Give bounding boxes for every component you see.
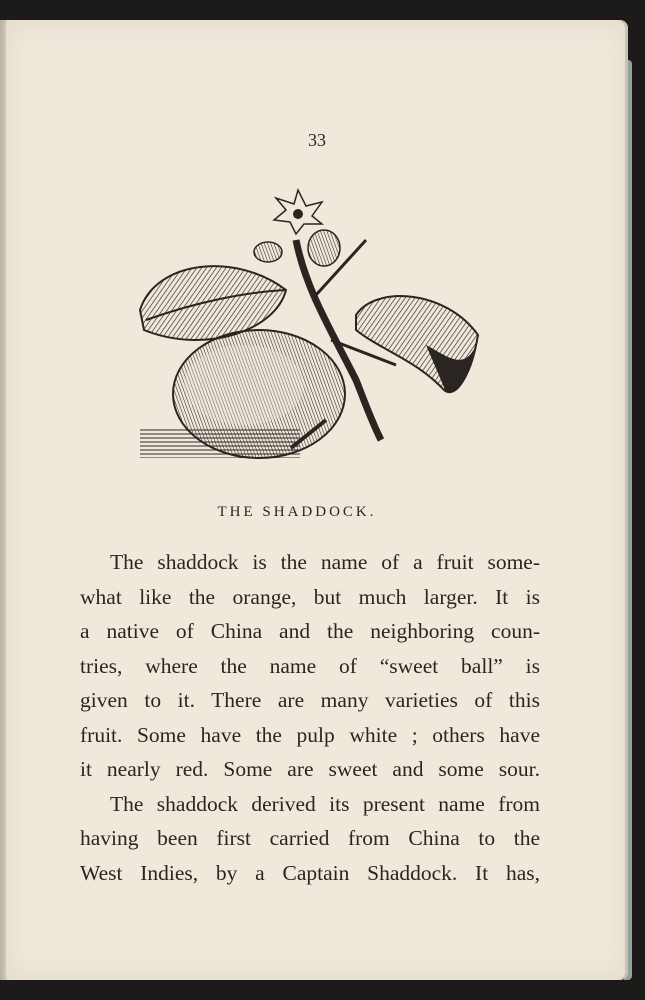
text-line: tries, where the name of “sweet ball” is [80,653,540,678]
text-line: given to it. There are many varieties of this [80,688,540,712]
text-line: fruit. Some have the pulp white ; others have [80,722,540,747]
text-line: it nearly red. Some are sweet and some sour. [80,757,540,781]
book-page [6,20,628,980]
text-line: a native of China and the neighboring coun- [80,619,540,643]
text-line: The shaddock derived its present name from [110,791,540,816]
body-text [80,545,540,890]
page-number: 33 [308,130,326,150]
illustration-caption: THE SHADDOCK. [217,504,377,520]
shaddock-engraving [126,180,496,470]
text-line: The shaddock is the name of a fruit some- [110,550,540,574]
text-line: West Indies, by a Captain Shaddock. It has, [80,860,540,885]
text-line: what like the orange, but much larger. It is [80,584,540,609]
text-line: having been first carried from China to the [80,826,540,850]
